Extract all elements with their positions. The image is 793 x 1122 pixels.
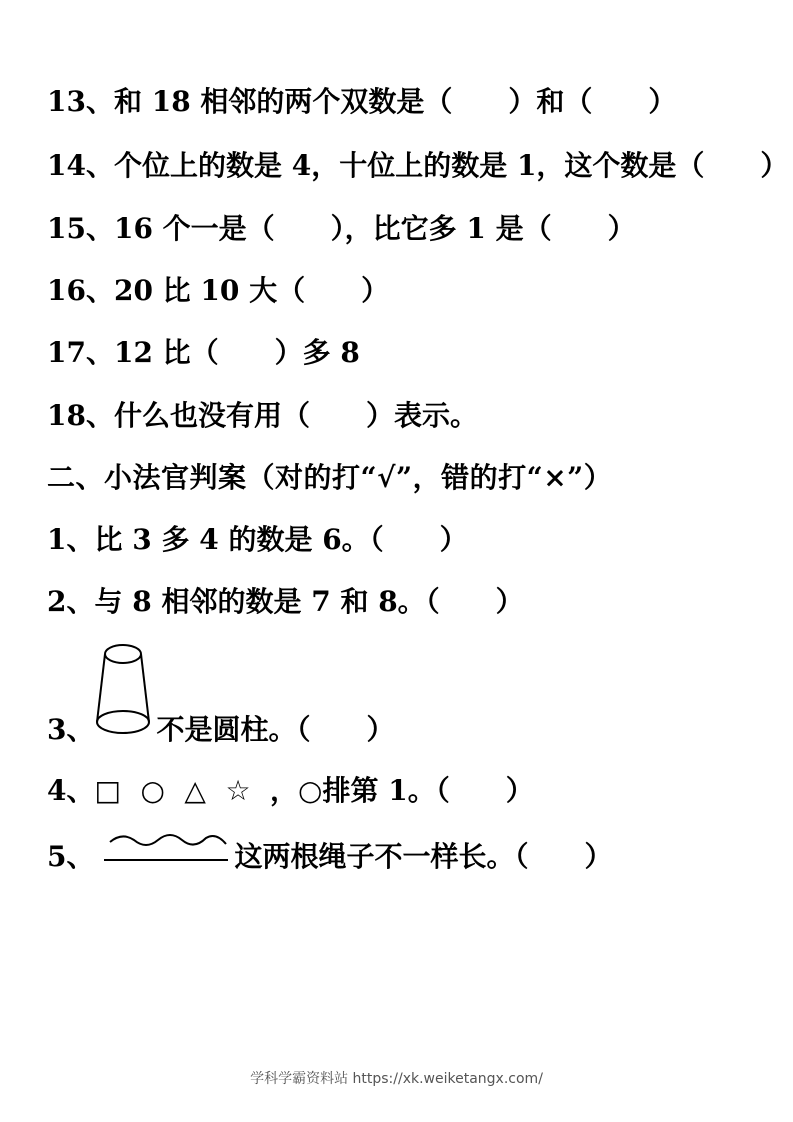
star-icon: ☆ [225, 774, 251, 807]
judgment-5-text: 这两根绳子不一样长。（ ） [234, 840, 613, 873]
triangle-icon: △ [184, 774, 206, 807]
judgment-4-prefix: 4、 [47, 774, 95, 807]
question-14: 14、个位上的数是 4，十位上的数是 1，这个数是（ ） [47, 149, 789, 182]
judgment-3-text: 不是圆柱。（ ） [156, 713, 395, 746]
circle-icon: ○ [140, 774, 165, 807]
judgment-3 [47, 710, 395, 750]
judgment-2: 2、与 8 相邻的数是 7 和 8。（ ） [47, 585, 524, 618]
section-title: 二、小法官判案（对的打“√”，错的打“×”） [47, 461, 613, 494]
question-15: 15、16 个一是（ ），比它多 1 是（ ） [47, 212, 636, 245]
judgment-4 [47, 771, 534, 811]
judgment-3-prefix: 3、 [47, 713, 95, 746]
question-17: 17、12 比（ ）多 8 [47, 336, 360, 369]
judgment-5-prefix: 5、 [47, 840, 95, 873]
question-16: 16、20 比 10 大（ ） [47, 274, 390, 307]
square-icon: □ [94, 774, 121, 807]
judgment-5 [47, 837, 613, 877]
judgment-4-text: ，○排第 1。（ ） [270, 774, 534, 807]
question-13: 13、和 18 相邻的两个双数是（ ）和（ ） [47, 85, 677, 118]
question-18: 18、什么也没有用（ ）表示。 [47, 399, 478, 432]
footer-watermark: 学科学霸资料站 https://xk.weiketangx.com/ [250, 1071, 543, 1087]
judgment-1: 1、比 3 多 4 的数是 6。（ ） [47, 523, 468, 556]
